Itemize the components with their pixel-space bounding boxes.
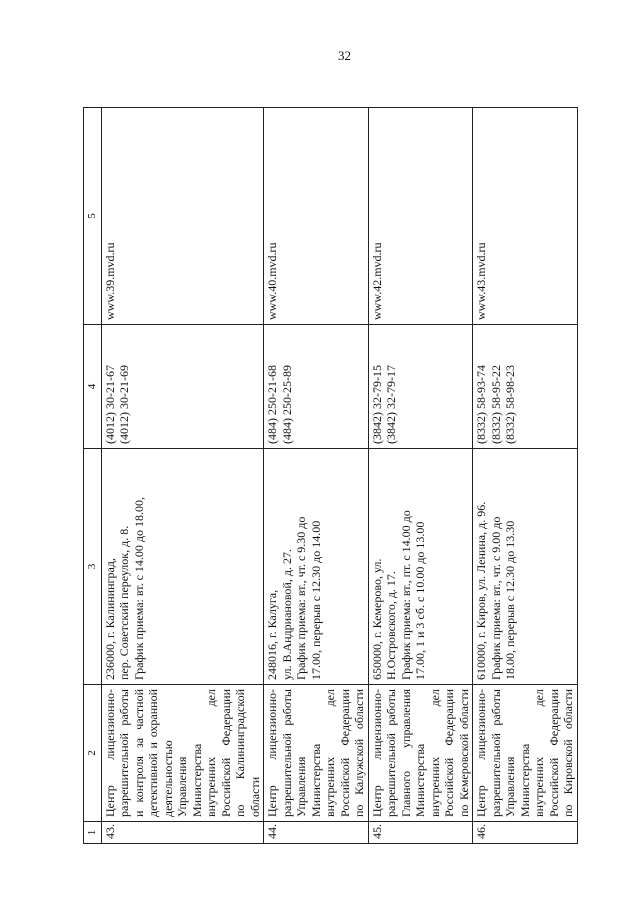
phone-number: (8332) 58-98-23 [503, 365, 517, 444]
licensing-centers-table [83, 107, 578, 844]
column-header: 1 [84, 822, 102, 844]
phone-number: (3842) 32-79-17 [384, 365, 398, 444]
column-header: 4 [84, 325, 102, 449]
center-name: Центр лицензионно-разрешительной работы Управления Министерства внутренних дел Российской Федерации по Калужской области [264, 685, 369, 822]
address-cell [101, 449, 264, 685]
phones-cell [101, 325, 264, 449]
phones-cell [368, 325, 473, 449]
address-line: График приема: вт., чт. с 9.30 до [294, 516, 308, 680]
row-number: 45. [368, 822, 473, 844]
phones-cell [264, 325, 369, 449]
address-line: ул. В.Андриановой, д. 27. [279, 549, 294, 680]
address-line: 236000, г. Калининград, [102, 558, 117, 680]
address-line: График приема: вт., чт. с 9.00 до [488, 516, 503, 680]
center-name: Центр лицензионно-разрешительной работы и контроля за частной детективной и охранной деятельностью Управления Министерства внутренних дел Российской Федерации по Калининградской области [101, 685, 264, 822]
phone-number: (8332) 58-95-22 [488, 365, 503, 444]
address-line: График приема: вт. с 14.00 до 18.00, [131, 496, 146, 680]
phone-number: (4012) 30-21-69 [117, 365, 131, 444]
address-line: График приема: вт., пт. с 14.00 до [398, 510, 413, 680]
column-header: 5 [84, 108, 102, 325]
address-line: 650000, г. Кемерово, ул. [369, 558, 384, 680]
table-row [368, 108, 473, 844]
table-row [101, 108, 264, 844]
column-header: 3 [84, 449, 102, 685]
phone-number: (484) 250-25-89 [279, 365, 294, 444]
address-cell [264, 449, 369, 685]
address-line: 18.00, перерыв с 12.30 до 13.30 [503, 520, 517, 680]
rotated-table-container [83, 108, 575, 844]
website-link[interactable]: www.40.mvd.ru [264, 108, 369, 325]
row-number: 44. [264, 822, 369, 844]
address-line: 17.00, перерыв с 12.30 до 14.00 [308, 520, 323, 680]
address-line: 610000, г. Киров, ул. Ленина, д. 96. [474, 501, 488, 680]
center-name: Центр лицензионно-разрешительной работы Управления Министерства внутренних дел Российской Федерации по Кировской области [473, 685, 578, 822]
row-number: 46. [473, 822, 578, 844]
phone-number: (4012) 30-21-67 [102, 365, 117, 444]
phone-number: (3842) 32-79-15 [369, 365, 384, 444]
table-row [264, 108, 369, 844]
center-name: Центр лицензионно-разрешительной работы Главного управления Министерства внутренних дел Российской Федерации по Кемеровской области [368, 685, 473, 822]
column-header: 2 [84, 685, 102, 822]
website-link[interactable]: www.43.mvd.ru [473, 108, 578, 325]
website-link[interactable]: www.39.mvd.ru [101, 108, 264, 325]
phone-number: (484) 250-21-68 [265, 365, 279, 444]
website-link[interactable]: www.42.mvd.ru [368, 108, 473, 325]
address-line: 248016, г. Калуга, [265, 589, 279, 680]
phone-number: (8332) 58-93-74 [474, 365, 488, 444]
page-number: 32 [338, 48, 351, 63]
table-row [473, 108, 578, 844]
address-cell [473, 449, 578, 685]
address-line: пер. Советский переулок, д. 8. [117, 525, 131, 680]
table-header-row [84, 108, 102, 844]
address-line: Н.Островского, д. 17. [384, 571, 398, 680]
address-cell [368, 449, 473, 685]
phones-cell [473, 325, 578, 449]
row-number: 43. [101, 822, 264, 844]
address-line: 17.00, 1 и 3 сб. с 10.00 до 13.00 [413, 521, 427, 680]
